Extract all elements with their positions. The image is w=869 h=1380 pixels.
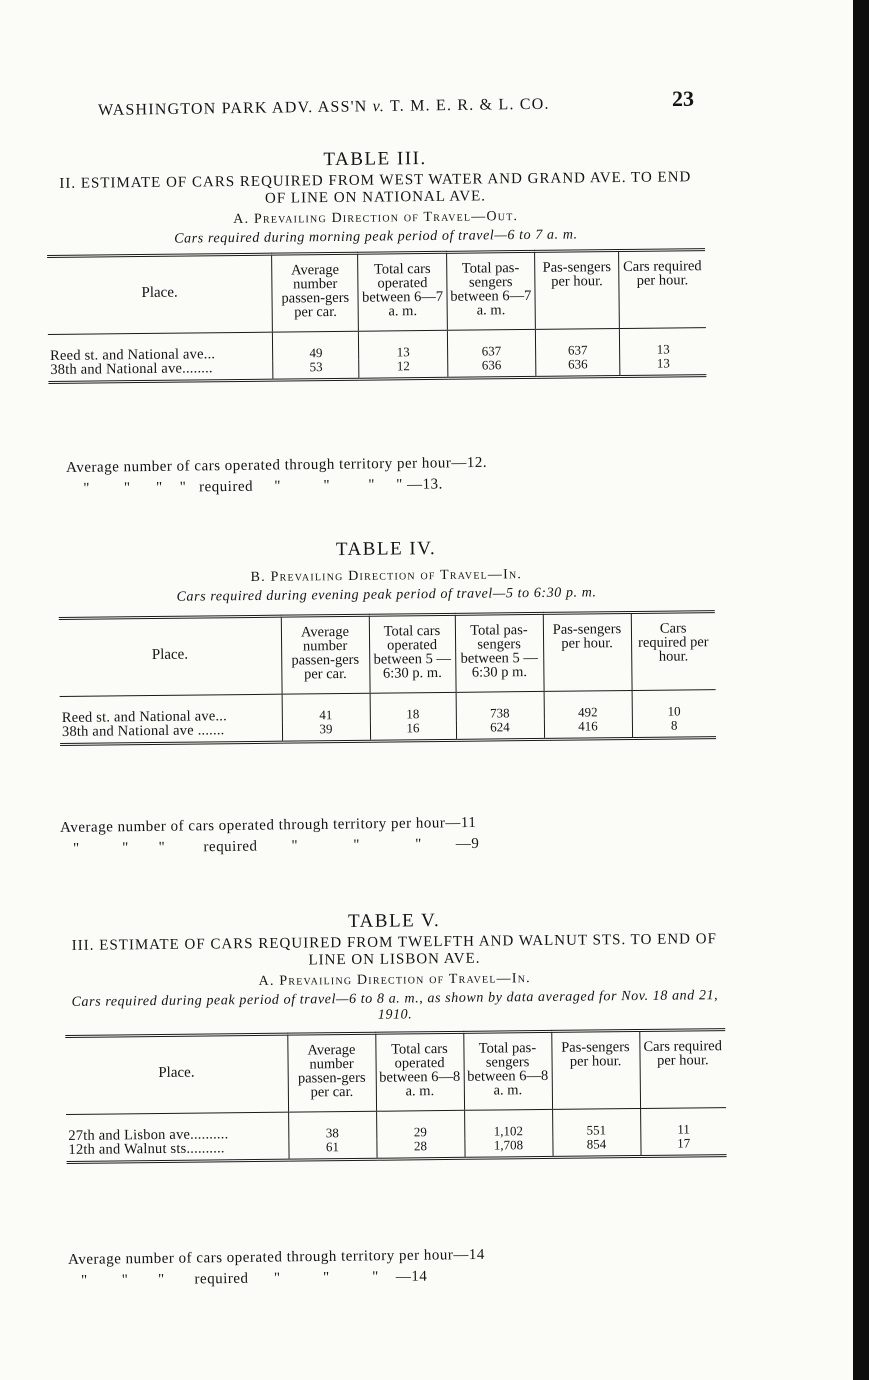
column-header: Average number passen-gers per car. (272, 253, 359, 332)
scan-edge (853, 0, 869, 1380)
table-cell: 854 (552, 1137, 640, 1157)
column-header: Pas-sengers per hour. (543, 613, 632, 692)
running-head-versus: v. (372, 97, 386, 116)
table-iv-averages (60, 813, 479, 860)
column-header: Total pas-sengers between 5 — 6:30 p m. (455, 613, 544, 692)
data-table (65, 1028, 726, 1164)
estimate-heading: III. ESTIMATE OF CARS REQUIRED FROM TWELFTH AND WALNUT STS. TO END OF LINE ON LISBON AVE. (71, 931, 717, 969)
place-cell: 12th and Walnut sts.......... (66, 1141, 288, 1163)
column-header: Place. (47, 254, 272, 334)
table-cell: 13 (620, 356, 706, 376)
column-header: Place. (65, 1034, 288, 1114)
table-cell: 416 (544, 719, 632, 739)
place-cell: Reed st. and National ave... (50, 346, 216, 364)
place-cell: 27th and Lisbon ave.......... (68, 1126, 229, 1144)
column-header: Pas-sengers per hour. (551, 1030, 640, 1109)
average-required-line: " " " " required " " " " —13. (66, 476, 443, 497)
place-cell: 38th and National ave ....... (60, 723, 282, 745)
table-cell: 738 (456, 691, 544, 720)
table-cell: 41 (282, 693, 370, 722)
running-head-defendant: T. M. E. R. & L. CO. (389, 95, 550, 115)
column-header: Cars required per hour. (631, 612, 716, 691)
table-row (66, 1136, 726, 1162)
column-header: Total pas-sengers between 6—7 a. m. (446, 251, 535, 330)
table-cell: 16 (370, 721, 456, 741)
table-row (60, 718, 716, 744)
page-number: 23 (672, 86, 694, 111)
table-caption: Cars required during morning peak period of travel—6 to 7 a. m. (174, 227, 578, 247)
table-iv-block (58, 535, 716, 746)
table-cell: 61 (288, 1140, 376, 1160)
table-cell: 10 (632, 690, 716, 719)
average-required-line: " " " required " " " —9 (60, 835, 480, 857)
table-v-block (64, 907, 727, 1164)
direction-heading: A. Prevailing Direction of Travel—In. (258, 971, 531, 989)
direction-heading: B. Prevailing Direction of Travel—In. (250, 567, 523, 585)
table-cell: 28 (376, 1139, 464, 1159)
table-caption: Cars required during evening peak period of travel—5 to 6:30 p. m. (176, 585, 597, 605)
table-title: TABLE IV. (335, 538, 437, 561)
table-cell: 12 (359, 359, 447, 379)
table-title: TABLE V. (347, 910, 441, 933)
direction-heading: A. Prevailing Direction of Travel—Out. (233, 209, 519, 228)
estimate-heading: II. ESTIMATE OF CARS REQUIRED FROM WEST WATER AND GRAND AVE. TO END OF LINE ON NATIONAL AVE. (59, 169, 692, 207)
column-header: Pas-sengers per hour. (535, 251, 620, 330)
table-cell: 636 (536, 357, 620, 377)
running-head-title: WASHINGTON PARK ADV. ASS'N (98, 98, 368, 119)
column-header: Total cars operated between 6—8 a. m. (375, 1032, 464, 1111)
table-cell: 17 (640, 1136, 726, 1156)
place-cell: 38th and National ave........ (48, 361, 273, 383)
table-cell: 53 (273, 360, 359, 380)
column-header: Cars required per hour. (639, 1030, 726, 1109)
table-row (48, 356, 706, 382)
column-header: Average number passen-gers per car. (281, 615, 370, 694)
average-operated-line: Average number of cars operated through territory per hour—11 (60, 814, 477, 836)
table-title: TABLE III. (323, 148, 427, 171)
average-required-line: " " " required " " " —14 (68, 1268, 428, 1289)
table-header-row (47, 250, 706, 335)
table-iii-averages (66, 453, 487, 500)
table-header-row (65, 1030, 726, 1115)
table-cell: 637 (447, 329, 536, 358)
table-cell: 492 (544, 691, 632, 720)
table-caption: Cars required during peak period of travel—6 to 8 a. m., as shown by data averaged for Nov. 18 and 21, 1910. (71, 988, 719, 1023)
table-cell: 1,102 (464, 1109, 552, 1138)
column-header: Average number passen-gers per car. (287, 1033, 376, 1112)
column-header: Cars required per hour. (619, 250, 706, 329)
table-cell: 624 (456, 720, 544, 740)
table-cell: 551 (552, 1108, 640, 1137)
column-header: Place. (59, 616, 282, 696)
table-cell: 38 (288, 1111, 376, 1140)
column-header: Total cars operated between 6—7 a. m. (358, 252, 447, 331)
table-v-averages (68, 1245, 485, 1292)
data-table (59, 610, 716, 746)
table-cell: 1,708 (464, 1138, 552, 1158)
table-cell: 8 (632, 718, 716, 738)
place-cell: Reed st. and National ave... (61, 708, 227, 726)
column-header: Total cars operated between 5 — 6:30 p. m. (369, 614, 456, 693)
table-cell: 636 (447, 358, 535, 378)
data-table (47, 248, 706, 384)
running-head (98, 96, 550, 120)
table-header-row (59, 612, 716, 697)
average-operated-line: Average number of cars operated through territory per hour—12. (66, 454, 488, 476)
average-operated-line: Average number of cars operated through territory per hour—14 (68, 1246, 485, 1268)
table-cell: 29 (376, 1110, 464, 1139)
table-cell: 39 (282, 722, 370, 742)
table-cell: 637 (535, 329, 620, 358)
table-cell: 13 (620, 328, 707, 357)
table-cell: 49 (273, 331, 360, 360)
table-cell: 11 (640, 1108, 726, 1137)
table-iii-block (46, 145, 706, 384)
table-cell: 18 (370, 692, 456, 721)
table-cell: 13 (359, 330, 448, 359)
column-header: Total pas-sengers between 6—8 a. m. (463, 1031, 552, 1110)
